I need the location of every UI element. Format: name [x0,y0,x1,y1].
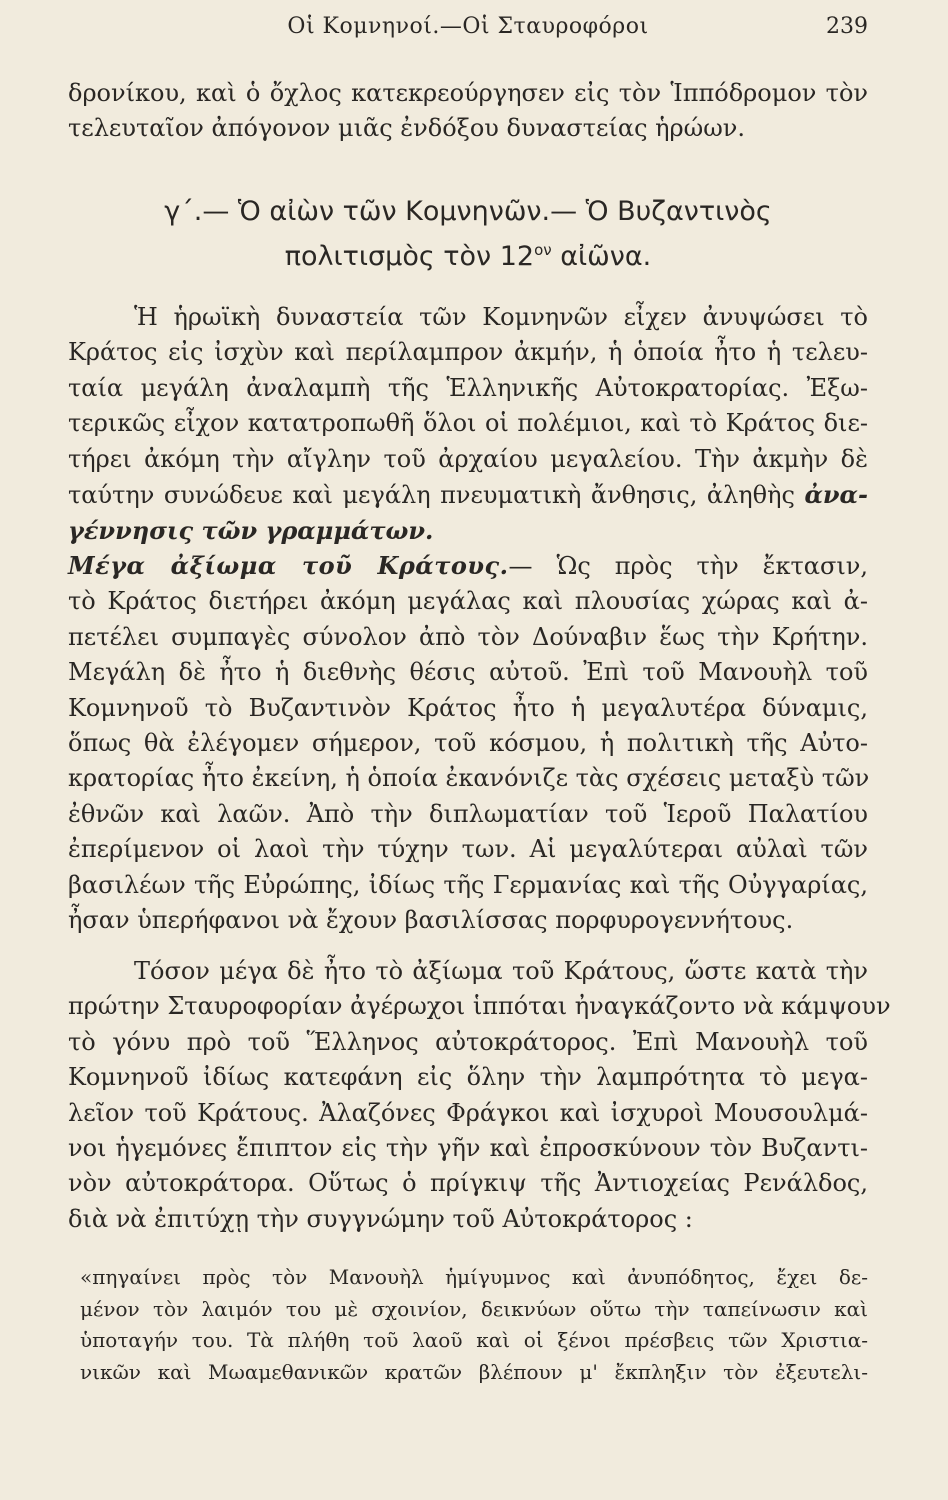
text-line: πετέλει συμπαγὲς σύνολον ἀπὸ τὸν Δούναβιν ἕως τὴν Κρήτην. [68,622,868,651]
text-line: βασιλέων τῆς Εὐρώπης, ἰδίως τῆς Γερμανίας καὶ τῆς Οὐγγαρίας, [68,870,868,899]
text-line: τήρει ἀκόμη τὴν αἴγλην τοῦ ἀρχαίου μεγαλείου. Τὴν ἀκμὴν δὲ [68,444,868,473]
section-title-line: γ΄.— Ὁ αἰὼν τῶν Κομνηνῶν.— Ὁ Βυζαντινὸς [164,196,772,227]
text-line: Κομνηνοῦ ἰδίως κατεφάνη εἰς ὅλην τὴν λαμπρότητα τὸ μεγα- [68,1063,868,1092]
text-line: τὸ γόνυ πρὸ τοῦ Ἕλληνος αὐτοκράτορος. Ἐπὶ Μανουὴλ τοῦ [68,1027,868,1056]
text-line: Ἡ ἡρωϊκὴ δυναστεία τῶν Κομνηνῶν εἶχεν ἀνυψώσει τὸ [134,303,868,331]
text-line: ταύτην συνώδευε καὶ μεγάλη πνευματικὴ ἄνθησις, ἀληθὴς ἀνα- [68,480,868,510]
text-line: ταία μεγάλη ἀναλαμπὴ τῆς Ἑλληνικῆς Αὐτοκρατορίας. Ἐξω- [68,373,868,402]
subheading: Μέγα ἀξίωμα τοῦ Κράτους. [68,551,509,580]
text-line: δρονίκου, καὶ ὁ ὄχλος κατεκρεούργησεν εἰς τὸν Ἱππόδρομον τὸν [68,79,868,107]
text-line: Κράτος εἰς ἰσχὺν καὶ περίλαμπρον ἀκμήν, ἡ ὁποία ἦτο ἡ τελευ- [68,338,868,367]
quote-line: μένον τὸν λαιμόν του μὲ σχοινίον, δεικνύων οὕτω τὴν ταπείνωσιν καὶ [80,1296,868,1321]
page-number: 239 [826,14,868,39]
text-line: τελευταῖον ἀπόγονον μιᾶς ἐνδόξου δυναστείας ἡρώων. [68,114,745,143]
text-line: διὰ νὰ ἐπιτύχῃ τὴν συγγνώμην τοῦ Αὐτοκράτορος : [68,1204,693,1233]
text-line: ἐπερίμενον οἱ λαοὶ τὴν τύχην των. Αἱ μεγαλύτεραι αὐλαὶ τῶν [68,835,868,864]
quote-line: ὑποταγήν του. Τὰ πλήθη τοῦ λαοῦ καὶ οἱ ξένοι πρέσβεις τῶν Χριστια- [80,1328,868,1352]
block-quote [80,1262,868,1388]
emphasis: γέννησις τῶν γραμμάτων. [68,516,434,546]
text-line: ὅπως θὰ ἐλέγομεν σήμερον, τοῦ κόσμου, ἡ πολιτικὴ τῆς Αὐτο- [68,729,868,758]
text-line: τὸ Κράτος διετήρει ἀκόμη μεγάλας καὶ πλουσίας χώρας καὶ ἀ- [68,587,868,616]
running-head: Οἱ Κομνηνοί.—Οἱ Σταυροφόροι [287,14,649,39]
text-line: νοι ἡγεμόνες ἔπιπτον εἰς τὴν γῆν καὶ ἐπροσκύνουν τὸν Βυζαντι- [68,1134,868,1163]
quote-line: νικῶν καὶ Μωαμεθανικῶν κρατῶν βλέπουν μ' ἔκπληξιν τὸν ἐξευτελι- [80,1359,868,1384]
section-heading [68,192,868,276]
text-line: Μέγα ἀξίωμα τοῦ Κράτους.— Ὡς πρὸς τὴν ἔκτασιν, [68,551,869,580]
text-line: κρατορίας ἦτο ἐκείνη, ἡ ὁποία ἐκανόνιζε τὰς σχέσεις μεταξὺ τῶν [68,764,870,793]
section-title-line: πολιτισμὸς τὸν $12^{o\nu}$ αἰῶνα. [284,241,652,272]
paragraph-crusades [68,954,891,1237]
quote-line: «πηγαίνει πρὸς τὸν Μανουὴλ ἡμίγυμνος καὶ ἀνυπόδητος, ἔχει δε- [80,1265,868,1289]
emphasis: ἀνα- [804,480,868,510]
text-line: Κομνηνοῦ τὸ Βυζαντινὸν Κράτος ἦτο ἡ μεγαλυτέρα δύναμις, [68,693,868,722]
text-line: Μεγάλη δὲ ἦτο ἡ διεθνὴς θέσις αὐτοῦ. Ἐπὶ τοῦ Μανουὴλ τοῦ [68,658,868,687]
text-line: τερικῶς εἶχον κατατροπωθῆ ὅλοι οἱ πολέμιοι, καὶ τὸ Κράτος διε- [68,409,868,438]
paragraph-continuation [68,76,868,147]
text-line: λεῖον τοῦ Κράτους. Ἀλαζόνες Φράγκοι καὶ ἰσχυροὶ Μουσουλμά- [68,1098,868,1127]
paragraph-state-prestige [68,548,868,938]
text-line: νὸν αὐτοκράτορα. Οὕτως ὁ πρίγκιψ τῆς Ἀντιοχείας Ρενάλδος, [68,1169,868,1198]
text-line: πρώτην Σταυροφορίαν ἀγέρωχοι ἱππόται ἠναγκάζοντο νὰ κάμψουν [68,992,891,1021]
text-line: ἦσαν ὑπερήφανοι νὰ ἔχουν βασιλίσσας πορφυρογεννήτους. [68,906,794,935]
text-line: ἐθνῶν καὶ λαῶν. Ἀπὸ τὴν διπλωματίαν τοῦ Ἱεροῦ Παλατίου [68,799,868,828]
text-line: Τόσον μέγα δὲ ἦτο τὸ ἀξίωμα τοῦ Κράτους, ὥστε κατὰ τὴν [134,957,868,985]
page-header [68,14,868,50]
paragraph-komnenoi [68,300,868,549]
superscript: ον [534,241,552,259]
